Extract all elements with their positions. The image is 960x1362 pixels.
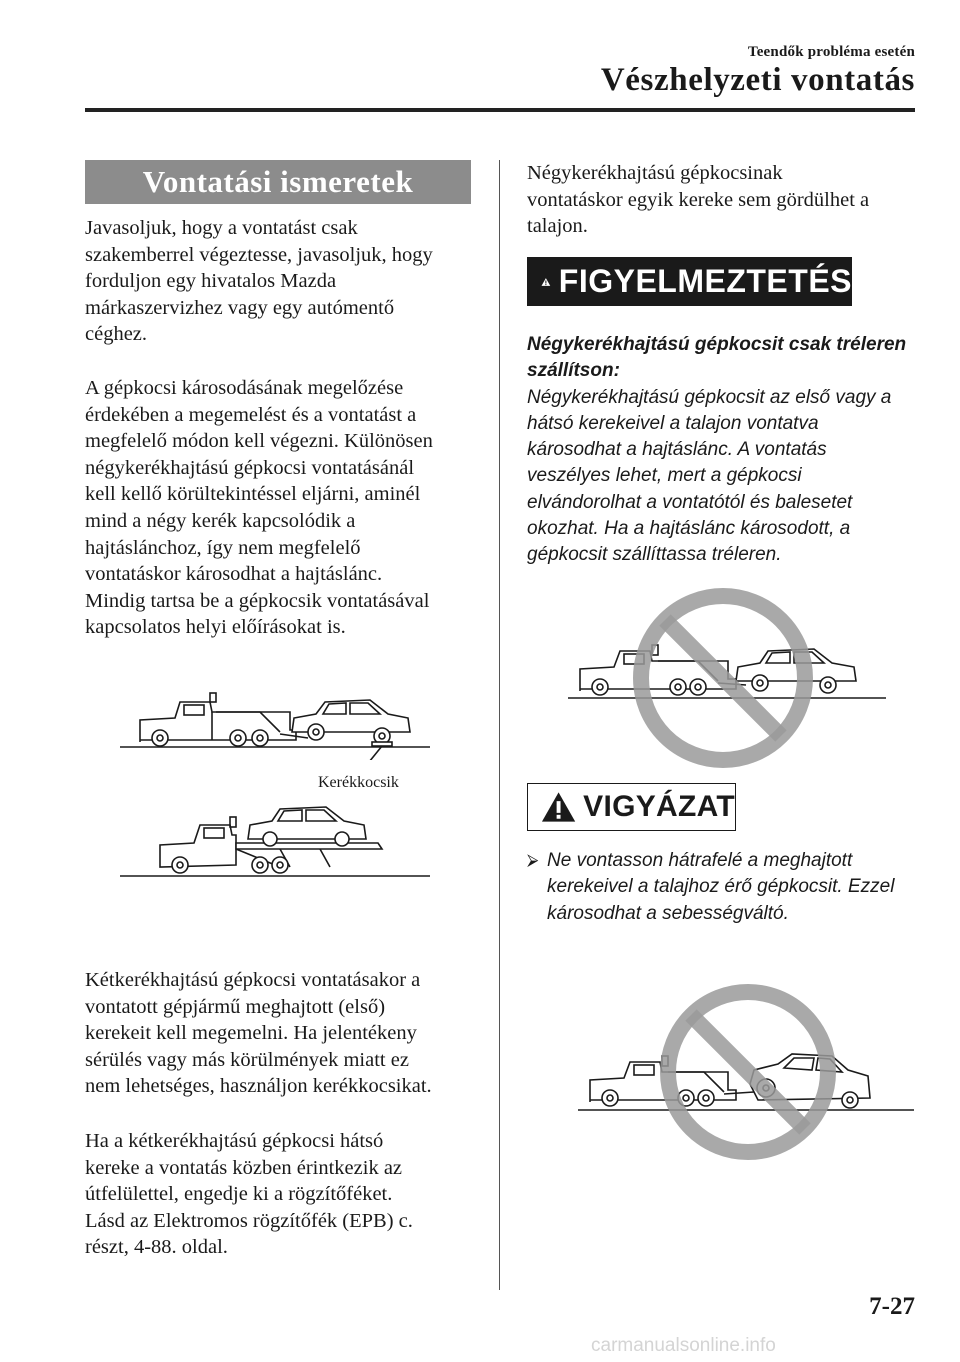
two-wheel-drive-paragraph: Kétkerékhajtású gépkocsi vontatásakor a vontatott gépjármű meghajtott (első) kerekeit kell megemelni. Ha jelentékeny sérülés vagy más körülmények miatt ez nem lehetséges, használjon kerékkocsikat. (85, 969, 432, 1098)
warning-body: Négykerékhajtású gépkocsit az első vagy a hátsó kerekeivel a talajon vontatva károsodhat a hajtáslánc. A vontatás veszélyes lehet, mert a gépkocsi elvándorolhat a vontatótól és balesetet okozhat. Ha a hajtáslánc károsodott, a gépkocsit szállíttassa tréleren. (527, 386, 892, 566)
flatbed-tow-illustration (120, 805, 432, 879)
warning-text (527, 332, 927, 569)
warning-triangle-icon (541, 265, 551, 299)
care-paragraph: A gépkocsi károsodásának megelőzése érdekében a megemelést és a vontatást a megfelelő módon kell végezni. Különösen négykerékhajtású gépkocsi vontatásánál kell kellő körültekintéssel eljárni, aminél mind a négy kerék kapcsolódik a hajtáslánchoz, így nem megfelelő vontatáskor károsodhat a hajtáslánc. Mindig tartsa be a gépkocsik vontatásával kapcsolatos helyi előírásokat is. (85, 377, 433, 639)
parking-brake-paragraph: Ha a kétkerékhajtású gépkocsi hátsó kereke a vontatás közben érintkezik az útfelülettel, engedje ki a rögzítőféket. Lásd az Elektromos rögzítőfék (EPB) c. részt, 4-88. oldal. (85, 1130, 413, 1259)
warning-label-box (527, 257, 852, 306)
caution-bullet-text: Ne vontasson hátrafelé a meghajtott kerekeivel a talajhoz érő gépkocsit. Ezzel károsodhat a sebességváltó. (547, 850, 895, 924)
caution-bullet (527, 848, 927, 927)
caution-triangle-icon (540, 790, 577, 824)
warning-lead: Négykerékhajtású gépkocsit csak tréleren szállítson: (527, 334, 907, 382)
wheel-lift-tow-illustration (120, 690, 432, 760)
page-number: 7-27 (869, 1293, 915, 1320)
chapter-subtitle: Teendők probléma esetén (747, 44, 915, 60)
caution-label-box (527, 783, 736, 831)
prohibited-reverse-tow-illustration (578, 980, 918, 1160)
figure-caption: Kerékkocsik (318, 774, 399, 791)
caution-label: VIGYÁZAT (583, 790, 735, 823)
header-rule (85, 108, 915, 112)
warning-label: FIGYELMEZTETÉS (558, 263, 852, 299)
watermark: carmanualsonline.info (591, 1335, 776, 1356)
intro-paragraph: Javasoljuk, hogy a vontatást csak szakemberrel végeztesse, javasoljuk, hogy forduljon egy hivatalos Mazda márkaszervizhez vagy egy autómentő céghez. (85, 217, 433, 346)
chapter-title: Vészhelyzeti vontatás (600, 62, 915, 98)
prohibited-wheel-lift-illustration (568, 585, 888, 775)
bullet-arrow-icon: ⮚ (527, 852, 539, 869)
four-wheel-drive-paragraph: Négykerékhajtású gépkocsinak vontatáskor egyik kereke sem gördülhet a talajon. (527, 162, 870, 238)
column-divider (499, 160, 500, 1290)
section-title: Vontatási ismeretek (85, 160, 471, 204)
